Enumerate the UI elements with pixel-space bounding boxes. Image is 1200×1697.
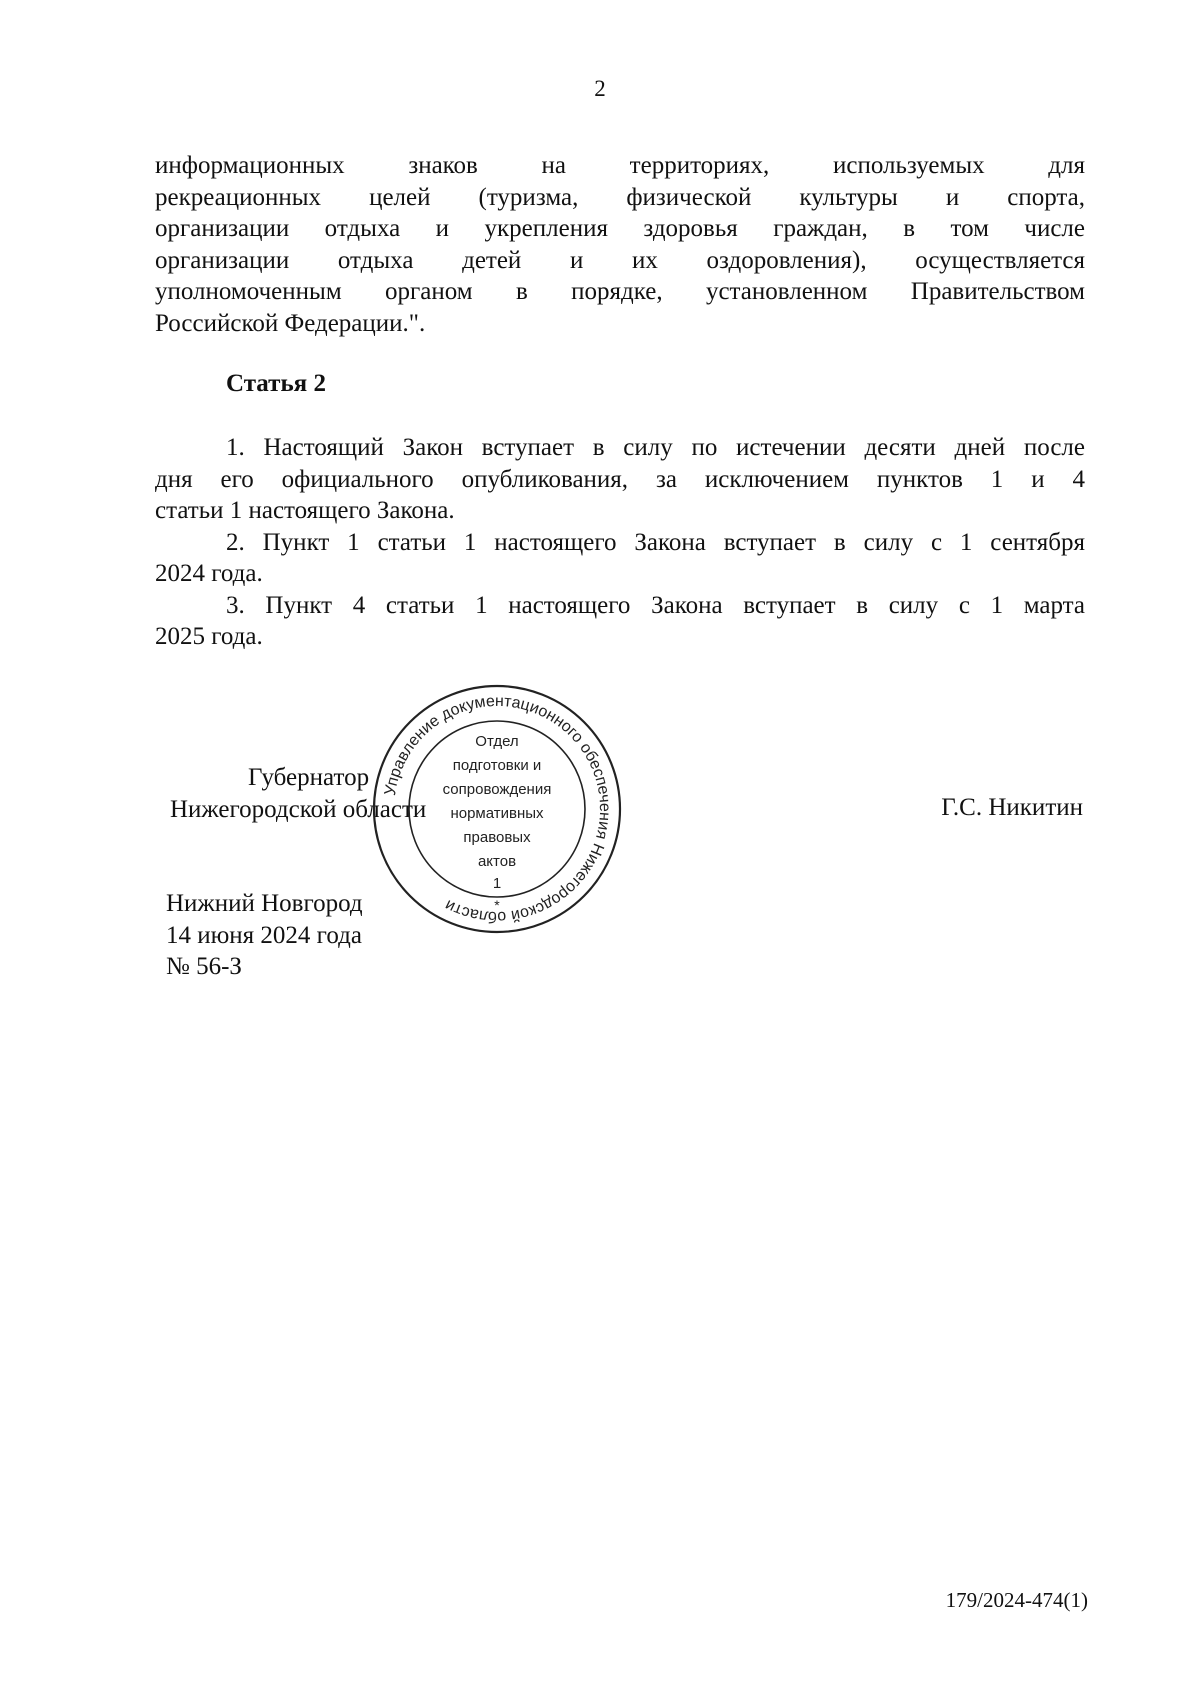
- stamp-center-line: нормативных: [450, 805, 544, 822]
- text-line: организации отдыха и укрепления здоровья граждан, в том числе: [155, 215, 1085, 242]
- law-number: № 56-З: [166, 953, 242, 980]
- signatory-name: Г.С. Никитин: [941, 794, 1083, 821]
- text-line: информационных знаков на территориях, используемых для: [155, 152, 1085, 179]
- text-line: 1. Настоящий Закон вступает в силу по истечении десяти дней после: [226, 434, 1085, 461]
- stamp-center-line: сопровождения: [442, 781, 552, 798]
- place-date-block: [166, 888, 363, 983]
- stamp-center-line: 1: [492, 875, 502, 892]
- official-stamp: [372, 684, 622, 934]
- article-body: [155, 432, 1085, 653]
- stamp-center-line: правовых: [463, 829, 531, 846]
- signatory-title-line: Губернатор: [248, 764, 370, 791]
- text-line: 2. Пункт 1 статьи 1 настоящего Закона вступает в силу с 1 сентября: [226, 528, 1085, 556]
- page-number: 2: [594, 76, 606, 101]
- stamp-center-line: Отдел: [475, 733, 519, 750]
- article-paragraph-3: [155, 590, 1085, 653]
- signatory-title-line: Нижегородской области: [170, 795, 427, 823]
- text-line: дня его официального опубликования, за исключением пунктов 1 и 4: [155, 465, 1085, 493]
- text-line: Российской Федерации.".: [155, 309, 426, 337]
- stamp-ring-textpath: Управление документационного обеспечения Нижегородской области: [381, 692, 614, 926]
- stamp-center-line: актов: [477, 853, 517, 870]
- article-paragraph-1: [155, 432, 1085, 527]
- text-line: организации отдыха детей и их оздоровления), осуществляется: [155, 246, 1085, 274]
- text-line: 3. Пункт 4 статьи 1 настоящего Закона вступает в силу с 1 марта: [226, 591, 1085, 619]
- stamp-center-line: подготовки и: [452, 757, 542, 774]
- place: Нижний Новгород: [166, 890, 363, 917]
- stamp-star: *: [494, 897, 500, 913]
- text-line: 2024 года.: [155, 560, 263, 587]
- text-line: уполномоченным органом в порядке, установленном Правительством: [155, 278, 1085, 305]
- article-heading: Статья 2: [226, 370, 326, 397]
- text-line: 2025 года.: [155, 623, 263, 650]
- article-paragraph-2: [155, 527, 1085, 590]
- text-line: статьи 1 настоящего Закона.: [155, 497, 455, 524]
- text-line: рекреационных целей (туризма, физической культуры и спорта,: [155, 183, 1085, 211]
- document-code: 179/2024-474(1): [945, 1588, 1088, 1612]
- date: 14 июня 2024 года: [166, 921, 362, 949]
- continuation-paragraph: [155, 150, 1085, 339]
